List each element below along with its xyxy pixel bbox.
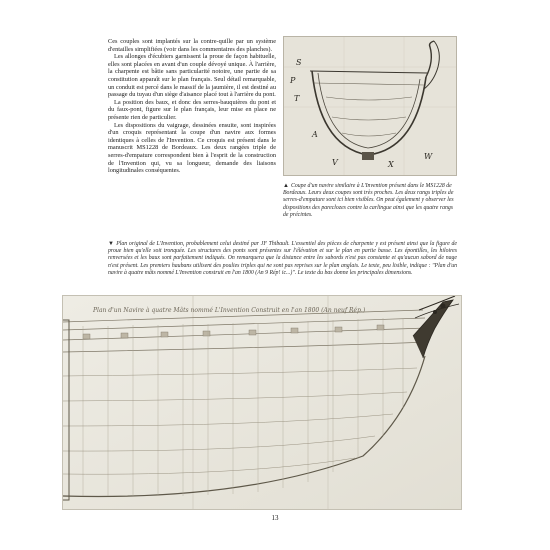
ship-plan-image [62, 295, 462, 510]
caption-text: Plan original de L'Invention, probablement celui destiné par JF Thibault. L'essentiel des pièces de charpente y est présent ainsi que la figure de proue bien qu'elle soit tronquée. Les structures des ponts sont présentes sur l'élévation et sur le plan en partie basse. Les épontilles, les hiloires renversées et les baux sont parfaitement indiqués. On remarquera que la distance entre les sabords n'est pas constante et qu'aucun sabord de nage n'est présent. Les premiers haubans utilisent des poulies triples qui ne sont pas reprises sur le plan anglais. Le texte, peu lisible, indique : "Plan d'un navire à quatre mâts nommé L'Invention construit en l'an 1800 (An 9 Rép! ic...)". Le texte du bas donne les principales dimensions. [108, 241, 457, 276]
figure-letter: S [296, 58, 302, 67]
figure-caption-main [108, 241, 457, 277]
caption-marker: ▼ [108, 241, 115, 247]
paragraph: La position des baux, et donc des serres-bauquières du pont et du faux-pont, figure sur le plan français, leur mise en place ne présente rien de particulier. [108, 98, 276, 121]
figure-letter: X [388, 160, 394, 169]
plan-script-title: Plan d'un Navire à quatre Mâts nommé L'Invention Construit en l'an 1800 (An neuf Rép.) [93, 307, 366, 314]
paragraph: Les dispositions du vaigrage, dessinées ensuite, sont inspirées d'un croquis représentant la coupe d'un navire aux formes identiques à celles de l'Invention. Ce croquis est présent dans le manuscrit MS1228 de Bordeaux. Les deux rangées triple de serres-d'empature correspondent bien à l'esprit de la construction de l'Invention qui, vu sa longueur, demande des liaisons longitudinales conséquentes. [108, 121, 276, 175]
hull-section-figure [283, 36, 457, 176]
caption-marker: ▲ [283, 183, 289, 189]
paragraph: Les allonges d'écubiers garnissent la proue de façon habituelle, elles sont placées en avant d'un couple dévoyé unique. À l'arrière, la charpente est bâtie sans particularité notoire, une partie de sa constitution apparaît sur le plan français. Seul détail remarquable, un conduit est percé dans le massif de la jaumière, il est destiné au passage du tuyau d'un siège d'aisance placé tout à l'arrière du pont. [108, 53, 276, 99]
figure-letter: W [424, 152, 433, 161]
figure-letter: V [332, 158, 338, 167]
figure-caption-top [283, 183, 458, 219]
ship-plan-drawing [63, 296, 461, 509]
figure-letter: T [294, 94, 300, 103]
hull-section-sketch [284, 37, 456, 175]
page-number: 13 [271, 514, 279, 522]
figure-letter: P [290, 76, 296, 85]
caption-text: Coupe d'un navire similaire à L'Invention présent dans le MS1228 de Bordeaux. Leurs deux coupes sont très proches. Les deux rangs triples de serres-d'empature sont ici bien visibles. On peut également y observer les dispositions des pareclozes contre la carlingue ainsi que les quatre rangs de précintes. [283, 183, 454, 218]
body-text-column [108, 38, 276, 175]
figure-letter: A [312, 130, 318, 139]
paragraph: Ces couples sont implantés sur la contre-quille par un système d'entailles simplifiées (voir dans les commentaires des planches). [108, 38, 276, 53]
